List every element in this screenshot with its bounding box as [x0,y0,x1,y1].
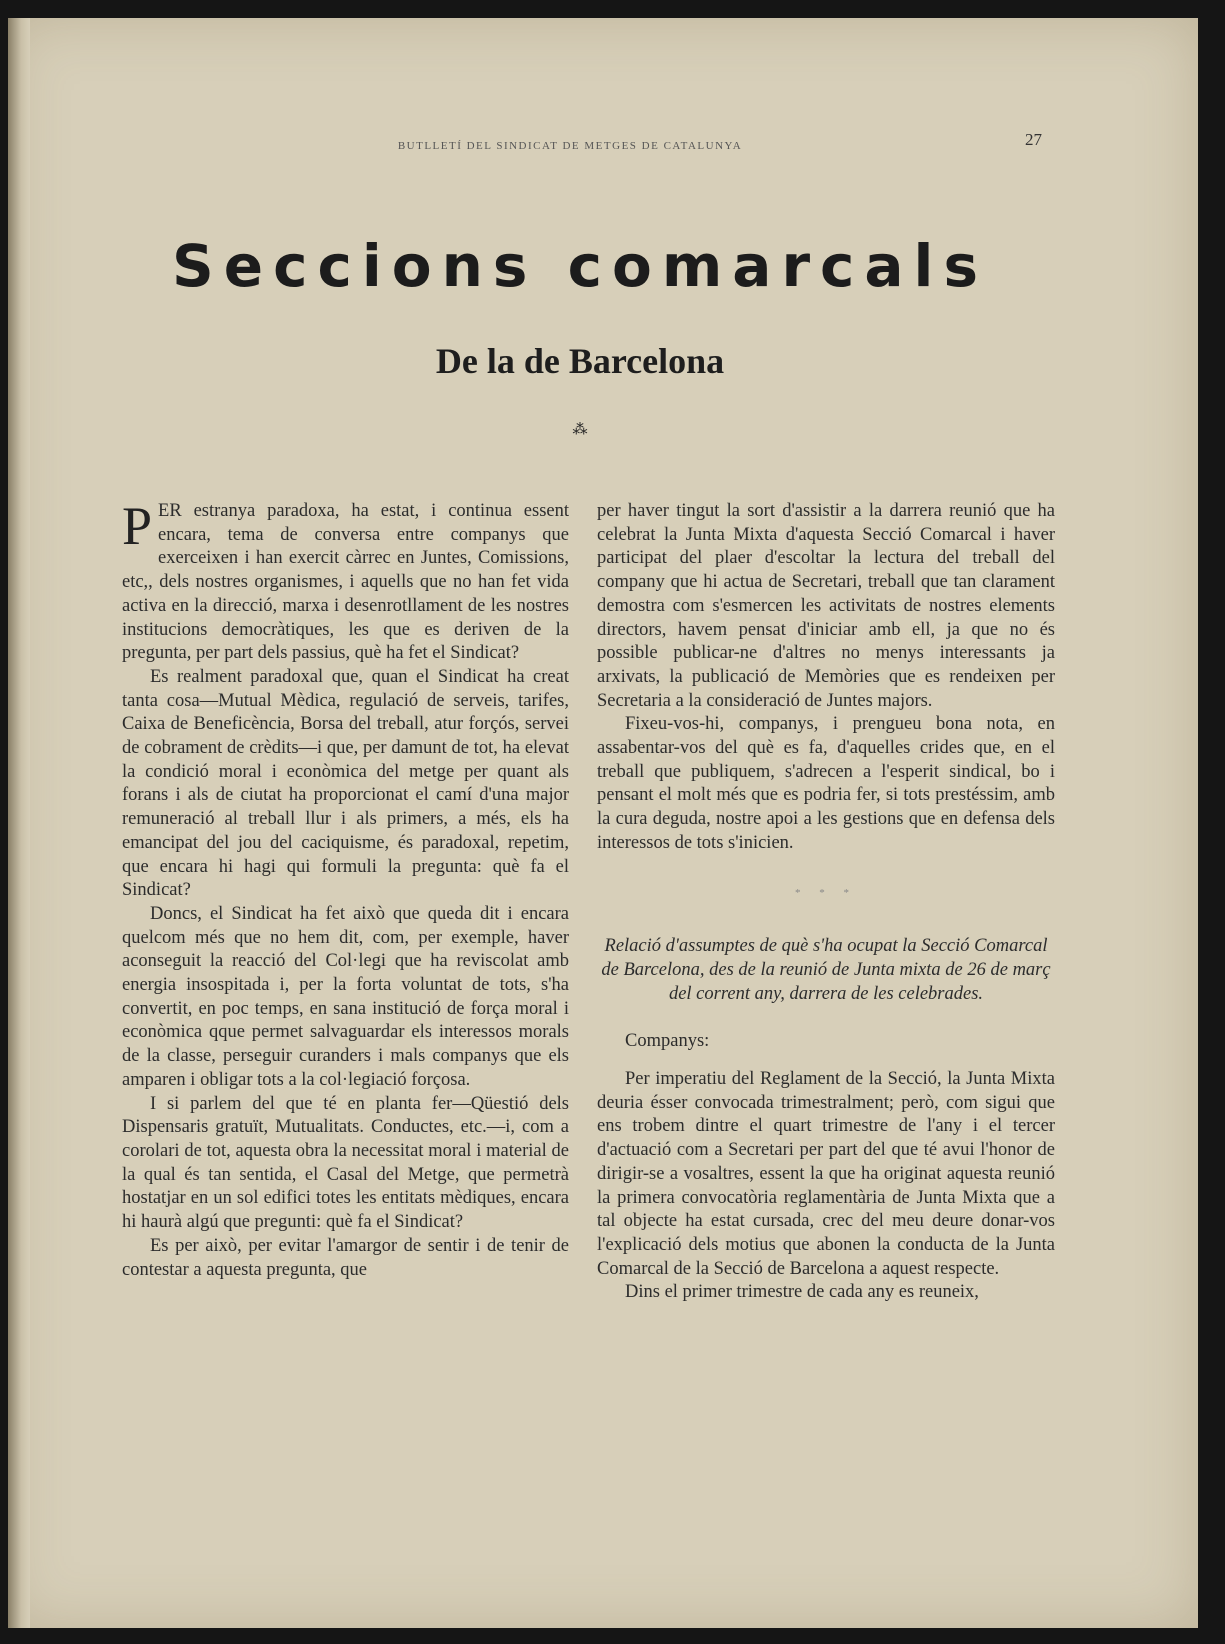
page-binding [8,18,30,1628]
paragraph: Es realment paradoxal que, quan el Sindicat ha creat tanta cosa—Mutual Mèdica, regulació de serveis, tarifes, Caixa de Beneficència, Borsa del treball, atur forçós, servei de cobrament de crèdits—i que, per damunt de tot, ha elevat la condició moral i econòmica del metge per quant als forans i als de ciutat ha proporcionat el camí d'una major remuneració al treball llur i als primers, a més, els ha emancipat del jou del caciquisme, és paradoxal, repetim, que encara hi hagi qui formuli la pregunta: què fa el Sindicat? [122,666,569,901]
main-title: Seccions comarcals [172,232,988,300]
paragraph-text: ER estranya paradoxa, ha estat, i continua essent encara, tema de conversa entre companys que exerceixen i han exercit càrrec en Juntes, Comissions, etc,, dels nostres organismes, i aquells que no han fet vida activa en la direcció, marxa i desenrotllament de les nostres institucions democràtiques, les que es deriven de la pregunta, per part dels passius, què ha fet el Sindicat? [122,501,569,664]
report-heading: Relació d'assumptes de què s'ha ocupat la Secció Comarcal de Barcelona, des de la reunió de Junta mixta de 26 de març del corrent any, darrera de les celebrades. [601,936,1051,1004]
running-head: BUTLLETÍ DEL SINDICAT DE METGES DE CATALUNYA [397,140,743,152]
salutation: Companys: [625,1031,710,1052]
page-number: 27 [1025,130,1042,149]
subtitle: De la de Barcelona [435,341,725,381]
paragraph: Dins el primer trimestre de cada any es reuneix, [625,1282,979,1303]
asterism-ornament: ⁂ [572,422,588,438]
paragraph: per haver tingut la sort d'assistir a la darrera reunió que ha celebrat la Junta Mixta d'aquesta Secció Comarcal i haver participat del plaer d'escoltar la lectura del treball del company que hi actua de Secretari, treball que tan clarament demostra com s'esmercen les activitats de nostres elements directors, havem pensat d'iniciar amb ell, ja que no és possible publicar-ne d'altres no menys interessants ja arxivats, la publicació de Memòries que es rendeixen per Secretaria a la consideració de Juntes majors. [597,501,1055,711]
section-separator: * * * [795,886,857,899]
paragraph: Doncs, el Sindicat ha fet això que queda dit i encara quelcom més que no hem dit, com, per exemple, haver aconseguit la reacció del Col·legi que ha reviscolat amb energia insospitada i, per la forta voluntat de tots, s'ha convertit, en poc temps, en sana institució de força moral i econòmica qque permet salvaguardar els interessos morals de la classe, perseguir curanders i mals companys que els amparen i obligar tots a la col·legiació forçosa. [122,903,569,1090]
paragraph: I si parlem del que té en planta fer—Qüestió dels Dispensaris gratuït, Mutualitats. Conductes, etc.—i, com a corolari de tot, aquesta obra la necessitat moral i material de la qual és tan sentida, el Casal del Metge, que permetrà hostatjar en un sol edifici totes les entitats mèdiques, encara hi haurà algú que pregunti: què fa el Sindicat? [122,1093,569,1233]
paragraph [122,496,569,666]
right-column [597,500,1055,1305]
paragraph: Es per això, per evitar l'amargor de sentir i de tenir de contestar a aquesta pregunta, que [122,1235,569,1280]
paragraph: Per imperatiu del Reglament de la Secció, la Junta Mixta deuria ésser convocada trimestralment; però, com sigui que ens trobem dintre el quart trimestre de l'any i el tercer d'actuació com a Secretari per part del que té avui l'honor de dirigir-se a vosaltres, essent la que ha originat aquesta reunió la primera convocatòria reglamentària de Junta Mixta que a tal objecte ha estat cursada, crec del meu deure donar-vos l'explicació dels motius que abonen la conducta de la Junta Comarcal de la Secció de Barcelona a aquest respecte. [597,1069,1055,1279]
left-column [122,496,569,1282]
paragraph: Fixeu-vos-hi, companys, i prengueu bona nota, en assabentar-vos del què es fa, d'aquelles crides que, en el treball que publiquem, s'adrecen a l'esperit sindical, bo i pensant el molt més que es podria fer, si tots prestéssim, amb la cura deguda, nostre apoi a les gestions que en defensa dels interessos de tots s'inicien. [597,714,1055,853]
drop-cap: P [122,496,153,556]
